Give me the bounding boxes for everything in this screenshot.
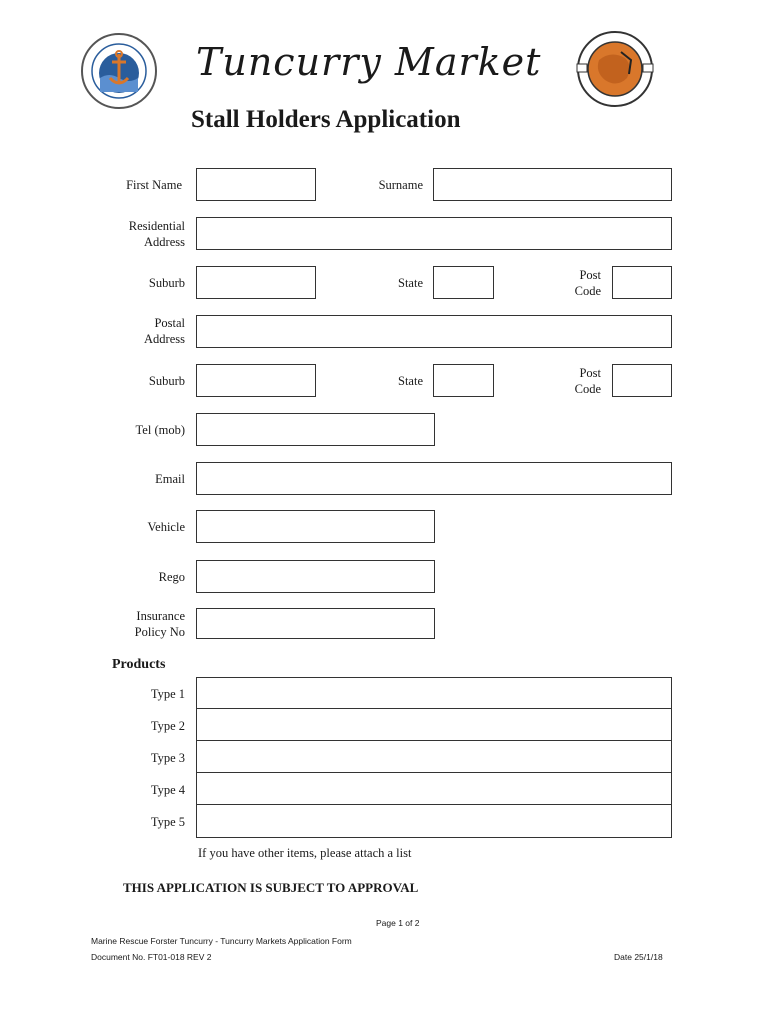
rego-field[interactable] [196, 560, 435, 593]
residential-address-label [100, 218, 185, 250]
attach-list-note: If you have other items, please attach a list [198, 846, 412, 860]
postal-suburb-field[interactable] [196, 364, 316, 397]
postal-address-label [100, 315, 185, 347]
suburb-field[interactable] [196, 266, 316, 299]
postal-state-field[interactable] [433, 364, 494, 397]
tel-label: Tel (mob) [135, 423, 185, 437]
document-date: Date 25/1/18 [614, 952, 663, 962]
surname-label: Surname [378, 178, 423, 192]
state-field[interactable] [433, 266, 494, 299]
product-type-1-label: Type 1 [150, 687, 185, 701]
document-number: Document No. FT01-018 REV 2 [91, 952, 212, 962]
product-type-3-label: Type 3 [150, 751, 185, 765]
post-code-label-line1: Post [579, 268, 601, 282]
insurance-field[interactable] [196, 608, 435, 639]
email-field[interactable] [196, 462, 672, 495]
surname-field[interactable] [433, 168, 672, 201]
postal-address-field[interactable] [196, 315, 672, 348]
post-code-label-line2: Code [574, 284, 601, 298]
postal-suburb-label: Suburb [148, 374, 185, 388]
page-number: Page 1 of 2 [376, 918, 420, 928]
insurance-label-line2: Policy No [134, 625, 185, 639]
email-label: Email [155, 472, 185, 486]
page-subtitle: Stall Holders Application [191, 106, 461, 133]
suburb-label: Suburb [148, 276, 185, 290]
postal-address-label-line2: Address [144, 332, 185, 346]
page-title: Tuncurry Market [196, 40, 542, 84]
residential-address-label-line1: Residential [128, 219, 185, 233]
products-heading: Products [112, 657, 166, 672]
postal-address-label-line1: Postal [154, 316, 185, 330]
post-code-label [540, 267, 601, 299]
approval-notice: THIS APPLICATION IS SUBJECT TO APPROVAL [123, 880, 419, 895]
first-name-label: First Name [126, 178, 182, 192]
product-type-3-field[interactable] [196, 740, 672, 774]
product-type-5-field[interactable] [196, 804, 672, 838]
marine-rescue-logo [80, 32, 158, 110]
great-lakes-council-logo [573, 30, 651, 108]
first-name-field[interactable] [196, 168, 316, 201]
postal-state-label: State [398, 374, 423, 388]
product-type-1-field[interactable] [196, 677, 672, 710]
vehicle-label: Vehicle [147, 520, 185, 534]
product-type-4-field[interactable] [196, 772, 672, 806]
insurance-label-line1: Insurance [136, 609, 185, 623]
postal-post-code-field[interactable] [612, 364, 672, 397]
postal-post-code-label-line2: Code [574, 382, 601, 396]
post-code-field[interactable] [612, 266, 672, 299]
product-type-4-label: Type 4 [150, 783, 185, 797]
product-type-2-field[interactable] [196, 708, 672, 742]
vehicle-field[interactable] [196, 510, 435, 543]
postal-post-code-label [540, 365, 601, 397]
residential-address-label-line2: Address [144, 235, 185, 249]
insurance-label [100, 608, 185, 640]
form-name: Marine Rescue Forster Tuncurry - Tuncurry Markets Application Form [91, 936, 352, 946]
product-type-2-label: Type 2 [150, 719, 185, 733]
product-type-5-label: Type 5 [150, 815, 185, 829]
residential-address-field[interactable] [196, 217, 672, 250]
state-label: State [398, 276, 423, 290]
tel-field[interactable] [196, 413, 435, 446]
rego-label: Rego [158, 570, 185, 584]
postal-post-code-label-line1: Post [579, 366, 601, 380]
